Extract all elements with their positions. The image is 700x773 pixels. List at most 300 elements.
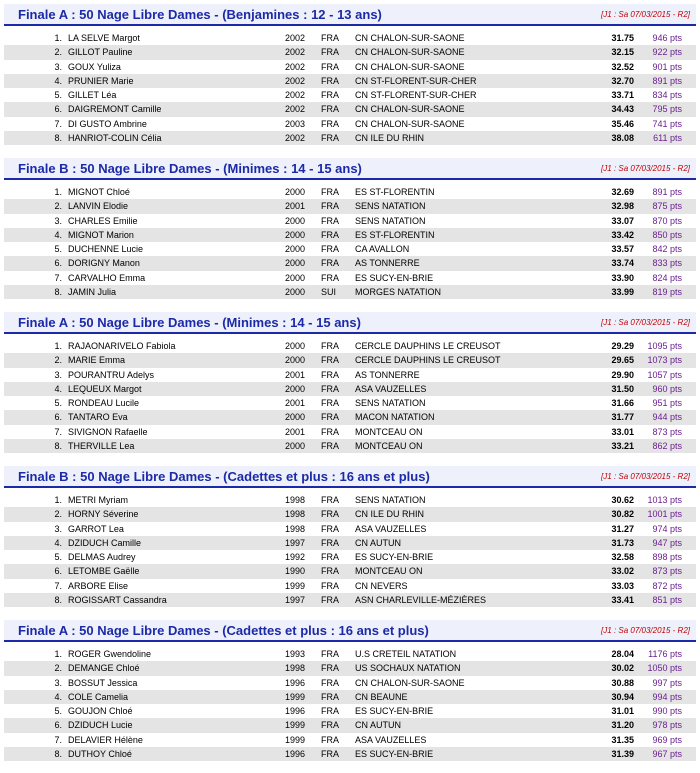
nationality: FRA	[321, 734, 339, 745]
birth-year: 1993	[285, 649, 306, 659]
race-time: 31.35	[611, 734, 634, 745]
round-label: [J1 : Sa 07/03/2015 - R2]	[601, 318, 690, 327]
rank-cell: 7.	[54, 580, 62, 591]
club-name: CN ST-FLORENT-SUR-CHER	[355, 75, 477, 86]
birth-year: 1999	[285, 580, 306, 591]
birth-year: 2000	[285, 187, 306, 197]
rank-cell: 1.	[54, 187, 62, 197]
race-time: 34.43	[611, 104, 634, 115]
swimmer-name: DELAVIER Hélène	[68, 734, 143, 745]
birth-year: 2000	[285, 215, 306, 226]
birth-year: 2000	[285, 229, 306, 240]
rank-cell: 4.	[54, 691, 62, 702]
table-row	[4, 242, 696, 256]
club-name: CN ILE DU RHIN	[355, 133, 425, 144]
club-name: MACON NATATION	[355, 412, 435, 423]
nationality: FRA	[321, 383, 339, 394]
nationality: FRA	[321, 537, 339, 548]
rank-cell: 2.	[54, 47, 62, 58]
club-name: ES SUCY-EN-BRIE	[355, 706, 434, 717]
race-time: 32.70	[611, 75, 634, 86]
birth-year: 1996	[285, 677, 306, 688]
birth-year: 1997	[285, 595, 306, 606]
swimmer-name: DZIDUCH Camille	[68, 537, 142, 548]
rank-cell: 4.	[54, 229, 62, 240]
swimmer-name: DUCHENNE Lucie	[68, 244, 144, 255]
table-row	[4, 507, 696, 521]
swimmer-name: CHARLES Emilie	[68, 215, 138, 226]
nationality: FRA	[321, 663, 339, 674]
round-label: [J1 : Sa 07/03/2015 - R2]	[601, 472, 690, 481]
race-time: 31.20	[611, 720, 634, 731]
points-value: 947 pts	[652, 537, 682, 548]
race-time: 31.01	[611, 706, 634, 717]
points-value: 834 pts	[652, 90, 682, 101]
points-value: 901 pts	[652, 61, 682, 72]
nationality: FRA	[321, 398, 339, 409]
rank-cell: 4.	[54, 537, 62, 548]
rank-cell: 7.	[54, 118, 62, 129]
section-header	[4, 620, 696, 642]
birth-year: 1998	[285, 495, 306, 505]
club-name: CA AVALLON	[355, 244, 410, 255]
points-value: 891 pts	[652, 187, 682, 197]
birth-year: 1990	[285, 566, 306, 577]
rank-cell: 6.	[54, 566, 62, 577]
table-row	[4, 425, 696, 439]
table-row	[4, 60, 696, 74]
table-row	[4, 718, 696, 732]
rank-cell: 7.	[54, 426, 62, 437]
swimmer-name: GILLOT Pauline	[68, 47, 133, 58]
table-row	[4, 564, 696, 578]
club-name: SENS NATATION	[355, 215, 426, 226]
birth-year: 2002	[285, 133, 306, 144]
nationality: FRA	[321, 677, 339, 688]
race-time: 30.82	[611, 509, 634, 520]
rank-cell: 2.	[54, 201, 62, 212]
race-time: 33.57	[611, 244, 634, 255]
points-value: 1073 pts	[647, 355, 682, 366]
results-table	[4, 647, 696, 761]
birth-year: 1999	[285, 734, 306, 745]
birth-year: 2000	[285, 287, 306, 298]
swimmer-name: GOUJON Chloé	[68, 706, 133, 717]
table-row	[4, 647, 696, 661]
rank-cell: 8.	[54, 133, 62, 144]
race-time: 30.88	[611, 677, 634, 688]
club-name: MORGES NATATION	[355, 287, 442, 298]
birth-year: 2001	[285, 426, 306, 437]
race-time: 30.62	[611, 495, 634, 505]
swimmer-name: CARVALHO Emma	[68, 272, 146, 283]
birth-year: 1999	[285, 720, 306, 731]
points-value: 960 pts	[652, 383, 682, 394]
results-table	[4, 493, 696, 607]
race-time: 30.02	[611, 663, 634, 674]
nationality: FRA	[321, 47, 339, 58]
swimmer-name: LANVIN Elodie	[68, 201, 129, 212]
points-value: 997 pts	[652, 677, 682, 688]
club-name: ASN CHARLEVILLE-MÉZIÈRES	[355, 595, 487, 606]
points-value: 1057 pts	[647, 369, 682, 380]
club-name: CN AUTUN	[355, 537, 402, 548]
race-time: 33.02	[611, 566, 634, 577]
birth-year: 1992	[285, 552, 306, 563]
race-time: 33.21	[611, 441, 634, 452]
nationality: FRA	[321, 33, 339, 43]
rank-cell: 3.	[54, 369, 62, 380]
nationality: FRA	[321, 187, 339, 197]
nationality: FRA	[321, 720, 339, 731]
race-time: 31.50	[611, 383, 634, 394]
club-name: AS TONNERRE	[355, 258, 420, 269]
section-title: Finale A : 50 Nage Libre Dames - (Cadettes et plus : 16 ans et plus)	[18, 623, 429, 638]
swimmer-name: BOSSUT Jessica	[68, 677, 138, 688]
club-name: CN ST-FLORENT-SUR-CHER	[355, 90, 477, 101]
table-row	[4, 74, 696, 88]
table-row	[4, 45, 696, 59]
table-row	[4, 661, 696, 675]
swimmer-name: ARBORE Elise	[68, 580, 129, 591]
table-row	[4, 579, 696, 593]
points-value: 946 pts	[652, 33, 682, 43]
table-row	[4, 550, 696, 564]
points-value: 1095 pts	[647, 341, 682, 351]
race-time: 30.94	[611, 691, 634, 702]
club-name: ES SUCY-EN-BRIE	[355, 552, 434, 563]
points-value: 994 pts	[652, 691, 682, 702]
race-time: 33.01	[611, 426, 634, 437]
points-value: 862 pts	[652, 441, 682, 452]
race-time: 31.73	[611, 537, 634, 548]
birth-year: 1996	[285, 706, 306, 717]
points-value: 1050 pts	[647, 663, 682, 674]
club-name: CN NEVERS	[355, 580, 408, 591]
nationality: FRA	[321, 133, 339, 144]
club-name: ASA VAUZELLES	[355, 734, 427, 745]
rank-cell: 3.	[54, 61, 62, 72]
rank-cell: 6.	[54, 104, 62, 115]
rank-cell: 8.	[54, 287, 62, 298]
swimmer-name: DUTHOY Chloé	[68, 749, 132, 760]
swimmer-name: GILLET Léa	[68, 90, 117, 101]
race-time: 33.99	[611, 287, 634, 298]
club-name: CN CHALON-SUR-SAONE	[355, 104, 465, 115]
club-name: SENS NATATION	[355, 398, 426, 409]
swimmer-name: SIVIGNON Rafaelle	[68, 426, 148, 437]
table-row	[4, 747, 696, 761]
birth-year: 2002	[285, 104, 306, 115]
result-section	[0, 308, 700, 462]
race-time: 31.77	[611, 412, 634, 423]
table-row	[4, 214, 696, 228]
table-row	[4, 522, 696, 536]
points-value: 873 pts	[652, 426, 682, 437]
nationality: FRA	[321, 509, 339, 520]
nationality: FRA	[321, 412, 339, 423]
swimmer-name: RAJAONARIVELO Fabiola	[68, 341, 176, 351]
club-name: CN CHALON-SUR-SAONE	[355, 47, 465, 58]
points-value: 850 pts	[652, 229, 682, 240]
swimmer-name: LEQUEUX Margot	[68, 383, 142, 394]
table-row	[4, 256, 696, 270]
table-row	[4, 185, 696, 199]
swimmer-name: RONDEAU Lucile	[68, 398, 140, 409]
race-time: 29.65	[611, 355, 634, 366]
race-time: 33.41	[611, 595, 634, 606]
swimmer-name: GOUX Yuliza	[68, 61, 121, 72]
rank-cell: 5.	[54, 552, 62, 563]
club-name: ASA VAUZELLES	[355, 383, 427, 394]
birth-year: 2000	[285, 341, 306, 351]
swimmer-name: LETOMBE Gaëlle	[68, 566, 140, 577]
birth-year: 2002	[285, 47, 306, 58]
swimmer-name: METRI Myriam	[68, 495, 128, 505]
birth-year: 2000	[285, 412, 306, 423]
birth-year: 2000	[285, 441, 306, 452]
table-row	[4, 733, 696, 747]
nationality: FRA	[321, 75, 339, 86]
rank-cell: 1.	[54, 649, 62, 659]
table-row	[4, 339, 696, 353]
nationality: FRA	[321, 201, 339, 212]
race-time: 32.69	[611, 187, 634, 197]
table-row	[4, 396, 696, 410]
club-name: US SOCHAUX NATATION	[355, 663, 461, 674]
birth-year: 1996	[285, 749, 306, 760]
section-title: Finale A : 50 Nage Libre Dames - (Minimes : 14 - 15 ans)	[18, 315, 361, 330]
birth-year: 2002	[285, 61, 306, 72]
birth-year: 1998	[285, 509, 306, 520]
race-time: 31.27	[611, 523, 634, 534]
birth-year: 2001	[285, 201, 306, 212]
nationality: FRA	[321, 90, 339, 101]
nationality: FRA	[321, 649, 339, 659]
points-value: 875 pts	[652, 201, 682, 212]
table-row	[4, 31, 696, 45]
round-label: [J1 : Sa 07/03/2015 - R2]	[601, 626, 690, 635]
nationality: FRA	[321, 566, 339, 577]
race-time: 28.04	[611, 649, 634, 659]
rank-cell: 2.	[54, 509, 62, 520]
points-value: 974 pts	[652, 523, 682, 534]
birth-year: 2002	[285, 75, 306, 86]
table-row	[4, 353, 696, 367]
nationality: FRA	[321, 706, 339, 717]
club-name: MONTCEAU ON	[355, 566, 423, 577]
nationality: FRA	[321, 341, 339, 351]
birth-year: 2000	[285, 272, 306, 283]
swimmer-name: DZIDUCH Lucie	[68, 720, 133, 731]
table-row	[4, 676, 696, 690]
points-value: 819 pts	[652, 287, 682, 298]
club-name: CN ILE DU RHIN	[355, 509, 425, 520]
birth-year: 1998	[285, 663, 306, 674]
rank-cell: 6.	[54, 720, 62, 731]
nationality: FRA	[321, 104, 339, 115]
swimmer-name: DORIGNY Manon	[68, 258, 140, 269]
swimmer-name: MIGNOT Marion	[68, 229, 134, 240]
rank-cell: 5.	[54, 90, 62, 101]
club-name: ES ST-FLORENTIN	[355, 187, 435, 197]
rank-cell: 6.	[54, 412, 62, 423]
points-value: 1176 pts	[648, 649, 682, 659]
club-name: ES SUCY-EN-BRIE	[355, 272, 434, 283]
points-value: 842 pts	[652, 244, 682, 255]
table-row	[4, 593, 696, 607]
club-name: SENS NATATION	[355, 495, 426, 505]
race-time: 33.07	[611, 215, 634, 226]
rank-cell: 8.	[54, 595, 62, 606]
swimmer-name: DELMAS Audrey	[68, 552, 136, 563]
birth-year: 2002	[285, 90, 306, 101]
club-name: ES SUCY-EN-BRIE	[355, 749, 434, 760]
points-value: 851 pts	[652, 595, 682, 606]
rank-cell: 5.	[54, 398, 62, 409]
points-value: 795 pts	[652, 104, 682, 115]
table-row	[4, 88, 696, 102]
points-value: 870 pts	[652, 215, 682, 226]
table-row	[4, 704, 696, 718]
nationality: FRA	[321, 552, 339, 563]
points-value: 833 pts	[652, 258, 682, 269]
rank-cell: 1.	[54, 341, 62, 351]
swimmer-name: HANRIOT-COLIN Célia	[68, 133, 162, 144]
swimmer-name: ROGISSART Cassandra	[68, 595, 167, 606]
nationality: FRA	[321, 495, 339, 505]
nationality: FRA	[321, 691, 339, 702]
nationality: FRA	[321, 749, 339, 760]
section-title: Finale B : 50 Nage Libre Dames - (Cadettes et plus : 16 ans et plus)	[18, 469, 430, 484]
section-header	[4, 312, 696, 334]
rank-cell: 1.	[54, 495, 62, 505]
nationality: FRA	[321, 272, 339, 283]
swimmer-name: POURANTRU Adelys	[68, 369, 155, 380]
table-row	[4, 410, 696, 424]
nationality: FRA	[321, 441, 339, 452]
birth-year: 2001	[285, 398, 306, 409]
race-time: 32.98	[611, 201, 634, 212]
club-name: CN AUTUN	[355, 720, 402, 731]
swimmer-name: DI GUSTO Ambrine	[68, 118, 147, 129]
club-name: CN CHALON-SUR-SAONE	[355, 61, 465, 72]
swimmer-name: JAMIN Julia	[68, 287, 117, 298]
birth-year: 2003	[285, 118, 306, 129]
nationality: FRA	[321, 523, 339, 534]
result-section	[0, 462, 700, 616]
points-value: 611 pts	[653, 133, 682, 144]
race-time: 31.75	[611, 33, 634, 43]
club-name: ASA VAUZELLES	[355, 523, 427, 534]
points-value: 969 pts	[652, 734, 682, 745]
swimmer-name: COLE Camelia	[68, 691, 129, 702]
swimmer-name: LA SELVE Margot	[68, 33, 140, 43]
swimmer-name: DEMANGE Chloé	[68, 663, 140, 674]
points-value: 891 pts	[652, 75, 682, 86]
section-header	[4, 4, 696, 26]
points-value: 898 pts	[652, 552, 682, 563]
swimmer-name: MIGNOT Chloé	[68, 187, 130, 197]
table-row	[4, 536, 696, 550]
rank-cell: 5.	[54, 706, 62, 717]
result-section	[0, 154, 700, 308]
table-row	[4, 690, 696, 704]
rank-cell: 5.	[54, 244, 62, 255]
race-time: 33.71	[611, 90, 634, 101]
rank-cell: 8.	[54, 441, 62, 452]
rank-cell: 2.	[54, 663, 62, 674]
race-time: 32.58	[611, 552, 634, 563]
nationality: FRA	[321, 369, 339, 380]
swimmer-name: DAIGREMONT Camille	[68, 104, 162, 115]
swimmer-name: ROGER Gwendoline	[68, 649, 152, 659]
points-value: 944 pts	[652, 412, 682, 423]
race-time: 31.39	[611, 749, 634, 760]
table-row	[4, 368, 696, 382]
race-time: 38.08	[611, 133, 634, 144]
points-value: 967 pts	[652, 749, 682, 760]
club-name: CN CHALON-SUR-SAONE	[355, 33, 465, 43]
rank-cell: 3.	[54, 215, 62, 226]
points-value: 872 pts	[652, 580, 682, 591]
points-value: 1001 pts	[647, 509, 682, 520]
nationality: FRA	[321, 244, 339, 255]
club-name: MONTCEAU ON	[355, 426, 423, 437]
club-name: CN BEAUNE	[355, 691, 408, 702]
race-time: 32.15	[611, 47, 634, 58]
club-name: CN CHALON-SUR-SAONE	[355, 677, 465, 688]
rank-cell: 4.	[54, 383, 62, 394]
club-name: MONTCEAU ON	[355, 441, 423, 452]
nationality: FRA	[321, 580, 339, 591]
results-table	[4, 185, 696, 299]
table-row	[4, 102, 696, 116]
club-name: CN CHALON-SUR-SAONE	[355, 118, 465, 129]
club-name: CERCLE DAUPHINS LE CREUSOT	[355, 355, 501, 366]
result-section	[0, 616, 700, 770]
table-row	[4, 382, 696, 396]
race-time: 29.29	[611, 341, 634, 351]
birth-year: 2000	[285, 244, 306, 255]
points-value: 873 pts	[652, 566, 682, 577]
birth-year: 1998	[285, 523, 306, 534]
points-value: 922 pts	[652, 47, 682, 58]
swimmer-name: HORNY Séverine	[68, 509, 139, 520]
swimmer-name: GARROT Lea	[68, 523, 124, 534]
table-row	[4, 439, 696, 453]
club-name: ES ST-FLORENTIN	[355, 229, 435, 240]
points-value: 824 pts	[652, 272, 682, 283]
round-label: [J1 : Sa 07/03/2015 - R2]	[601, 164, 690, 173]
rank-cell: 1.	[54, 33, 62, 43]
race-time: 33.90	[611, 272, 634, 283]
points-value: 990 pts	[652, 706, 682, 717]
rank-cell: 4.	[54, 75, 62, 86]
rank-cell: 7.	[54, 734, 62, 745]
race-time: 33.03	[611, 580, 634, 591]
section-header	[4, 158, 696, 180]
birth-year: 1997	[285, 537, 306, 548]
result-section	[0, 0, 700, 154]
nationality: FRA	[321, 426, 339, 437]
birth-year: 2000	[285, 355, 306, 366]
birth-year: 2001	[285, 369, 306, 380]
section-header	[4, 466, 696, 488]
swimmer-name: THERVILLE Lea	[68, 441, 135, 452]
points-value: 741 pts	[652, 118, 682, 129]
table-row	[4, 271, 696, 285]
